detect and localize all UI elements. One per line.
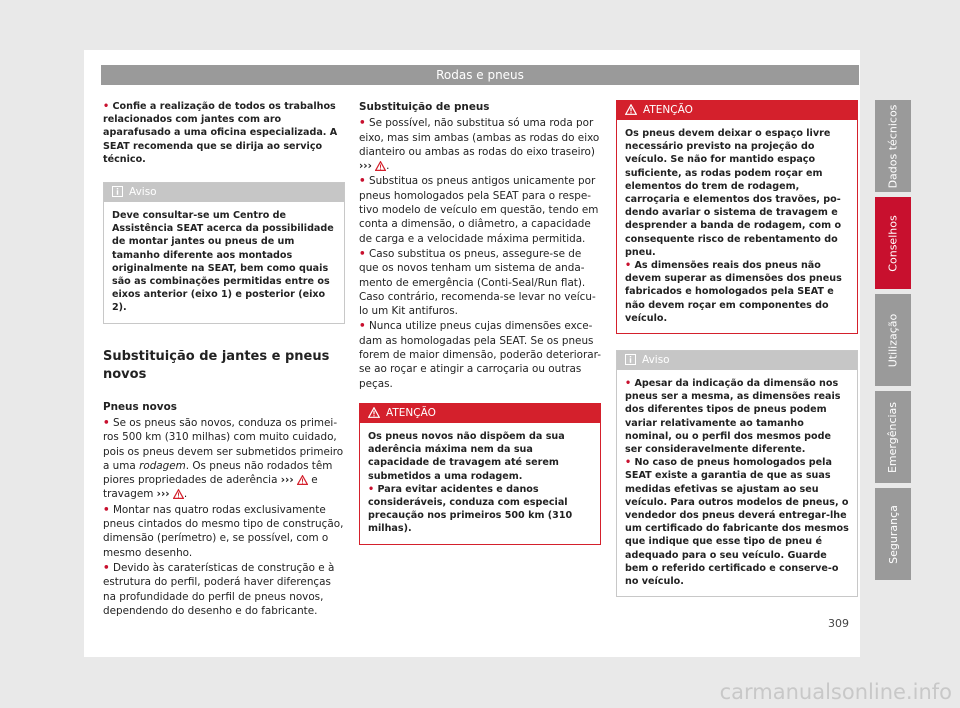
tab-seguranca[interactable] bbox=[875, 488, 911, 580]
bullet-icon: • bbox=[359, 175, 366, 188]
warning-triangle-icon bbox=[375, 161, 386, 171]
bullet-3 bbox=[359, 247, 601, 318]
intro-paragraph bbox=[103, 100, 345, 166]
bullet-2 bbox=[103, 503, 345, 560]
aviso-header bbox=[617, 351, 857, 370]
tab-label: Conselhos bbox=[886, 214, 900, 272]
tab-emergencias[interactable] bbox=[875, 391, 911, 483]
column-2 bbox=[359, 100, 601, 545]
column-3 bbox=[616, 100, 858, 597]
triple-chevron-icon: ››› bbox=[280, 474, 294, 487]
warning-triangle-icon bbox=[173, 489, 184, 499]
aviso-bullet-1 bbox=[625, 377, 849, 456]
bullet-icon: • bbox=[625, 378, 632, 390]
tab-label: Emergências bbox=[886, 401, 900, 473]
bullet-text: Se os pneus são novos, conduza os primeiros 500 km (310 milhas) com muito cuidado, pois os pneus devem ser submetidos primeiro a uma bbox=[103, 416, 344, 472]
atencao-header bbox=[617, 101, 857, 120]
italic-term: rodagem bbox=[139, 459, 186, 472]
atencao-body bbox=[360, 423, 600, 544]
subtitle-pneus-novos: Pneus novos bbox=[103, 400, 177, 413]
aviso-label: Aviso bbox=[642, 354, 670, 367]
bullet-text: No caso de pneus homologados pela SEAT existe a garantia de que as suas medidas efetivas se ajustam ao seu veículo. Para outros modelos de pneus, o vendedor dos pneus deverá entregar-lhe um certificado do fabricante dos mesmos que indique que esse tipo de pneu é adequado para o seu veículo. Guarde bem o referido certificado e conserve-o no veículo. bbox=[625, 457, 849, 588]
bullet-1 bbox=[359, 116, 601, 173]
intro-text: Confie a realização de todos os trabalhos relacionados com jantes com aro aparafusado a uma oficina especializada. A SEAT recomenda que se dirija ao serviço técnico. bbox=[103, 101, 338, 165]
bullet-text: . Os pneus não rodados têm piores propriedades de aderência bbox=[103, 459, 333, 487]
bullet-text: Montar nas quatro rodas exclusivamente pneus cintados do mesmo tipo de construção, dimensão (perímetro) e, se possível, com o mesmo desenho. bbox=[103, 503, 344, 559]
bullet-icon: • bbox=[103, 416, 110, 429]
atencao-text: Os pneus novos não dispõem da sua aderência máxima nem da sua capacidade de travagem até serem submetidos a uma rodagem. bbox=[368, 430, 565, 482]
bullet-4 bbox=[359, 319, 601, 390]
bullet-icon: • bbox=[625, 457, 632, 469]
tab-dados-tecnicos[interactable] bbox=[875, 100, 911, 192]
atencao-text: Os pneus devem deixar o espaço livre necessário previsto na projeção do veículo. Se não for mantido espaço suficiente, as rodas podem roçar em elementos do trem de rodagem, carroçaria e elementos dos travões, podendo avariar o sistema de travagem e desprender a banda de rodagem, com o consequente risco de rebentamento do pneu. bbox=[625, 128, 842, 258]
triple-chevron-icon: ››› bbox=[156, 488, 170, 501]
bullet-icon: • bbox=[625, 260, 632, 272]
aviso-box bbox=[616, 350, 858, 597]
atencao-header bbox=[360, 404, 600, 423]
atencao-box bbox=[616, 100, 858, 334]
warning-triangle-icon bbox=[297, 475, 308, 485]
aviso-box bbox=[103, 182, 345, 324]
bullet-text: . bbox=[183, 488, 188, 501]
aviso-header bbox=[104, 183, 344, 202]
bullet-text: Caso substitua os pneus, assegure-se de que os novos tenham um sistema de andamento de emergência (Conti-Seal/Run flat). Caso contrário, recomenda-se levar no veículo um Kit antifuros. bbox=[359, 247, 596, 318]
bullet-2 bbox=[359, 174, 601, 245]
warning-triangle-icon bbox=[368, 407, 380, 418]
atencao-label: ATENÇÃO bbox=[386, 406, 436, 419]
bullet-1 bbox=[103, 416, 345, 502]
bullet-text: Se possível, não substitua só uma roda por eixo, mas sim ambas (ambas as rodas do eixo dianteiro ou ambas as rodas do eixo traseiro) bbox=[359, 117, 600, 158]
bullet-text: As dimensões reais dos pneus não devem superar as dimensões dos pneus fabricados e homologados pela SEAT e não devem roçar em componentes do veículo. bbox=[625, 260, 842, 324]
bullet-icon: • bbox=[359, 117, 366, 130]
tab-label: Segurança bbox=[886, 504, 900, 564]
bullet-icon: • bbox=[103, 101, 110, 112]
bullet-text: Apesar da indicação da dimensão nos pneus ser a mesma, as dimensões reais dos diferentes tipos de pneus podem variar relativamente ao tamanho nominal, ou o perfil dos mesmos pode ser consideravelmente diferente. bbox=[625, 378, 841, 456]
aviso-body bbox=[617, 370, 857, 596]
atencao-label: ATENÇÃO bbox=[643, 104, 693, 116]
bullet-icon: • bbox=[359, 320, 366, 333]
atencao-bullet bbox=[368, 483, 592, 536]
atencao-bullet bbox=[625, 259, 849, 325]
bullet-text: Devido às caraterísticas de construção e à estrutura do perfil, poderá haver diferenças na profundidade do perfil de pneus novos, dependendo do desenho e do fabricante. bbox=[103, 561, 335, 617]
bullet-icon: • bbox=[103, 561, 110, 574]
section-title: Substituição de jantes e pneus novos bbox=[103, 348, 330, 382]
triple-chevron-icon: ››› bbox=[359, 160, 372, 173]
bullet-text: Para evitar acidentes e danos consideráveis, conduza com especial precaução nos primeiros 500 km (310 milhas). bbox=[368, 483, 573, 535]
bullet-icon: • bbox=[103, 503, 110, 516]
info-icon bbox=[112, 186, 123, 197]
bullet-text: Substitua os pneus antigos unicamente por pneus homologados pela SEAT para o respetivo modelo de veículo em questão, tendo em conta a dimensão, o diâmetro, a capacidade de carga e a velocidade máxima permitida. bbox=[359, 175, 599, 245]
page-number: 309 bbox=[828, 617, 849, 630]
bullet-icon: • bbox=[368, 483, 375, 495]
aviso-body: Deve consultar-se um Centro de Assistência SEAT acerca da possibilidade de montar jantes ou pneus de um tamanho diferente aos montados originalmente na SEAT, bem como quais são as combinações permitidas entre os eixos anterior (eixo 1) e posterior (eixo 2). bbox=[112, 210, 334, 314]
bullet-3 bbox=[103, 561, 345, 618]
warning-triangle-icon bbox=[625, 104, 637, 115]
atencao-box bbox=[359, 403, 601, 545]
bullet-text: Nunca utilize pneus cujas dimensões excedam as homologadas pela SEAT. Se os pneus forem de maior dimensão, poderão deteriorar-se ao roçar e atingir a carroçaria ou outras peças. bbox=[359, 320, 602, 390]
tab-utilizacao[interactable] bbox=[875, 294, 911, 386]
subtitle-substituicao: Substituição de pneus bbox=[359, 101, 490, 113]
aviso-bullet-2 bbox=[625, 456, 849, 588]
bullet-text: . bbox=[386, 160, 390, 173]
aviso-label: Aviso bbox=[129, 186, 157, 199]
bullet-icon: • bbox=[359, 247, 366, 260]
atencao-body bbox=[617, 120, 857, 333]
column-1 bbox=[103, 100, 345, 619]
tab-conselhos[interactable] bbox=[875, 197, 911, 289]
tab-label: Dados técnicos bbox=[886, 104, 900, 188]
watermark: carmanualsonline.info bbox=[719, 680, 952, 704]
bullet-text: e travagem bbox=[103, 474, 318, 501]
page-header: Rodas e pneus bbox=[101, 65, 859, 85]
info-icon bbox=[625, 354, 636, 365]
tab-label: Utilização bbox=[886, 313, 900, 367]
